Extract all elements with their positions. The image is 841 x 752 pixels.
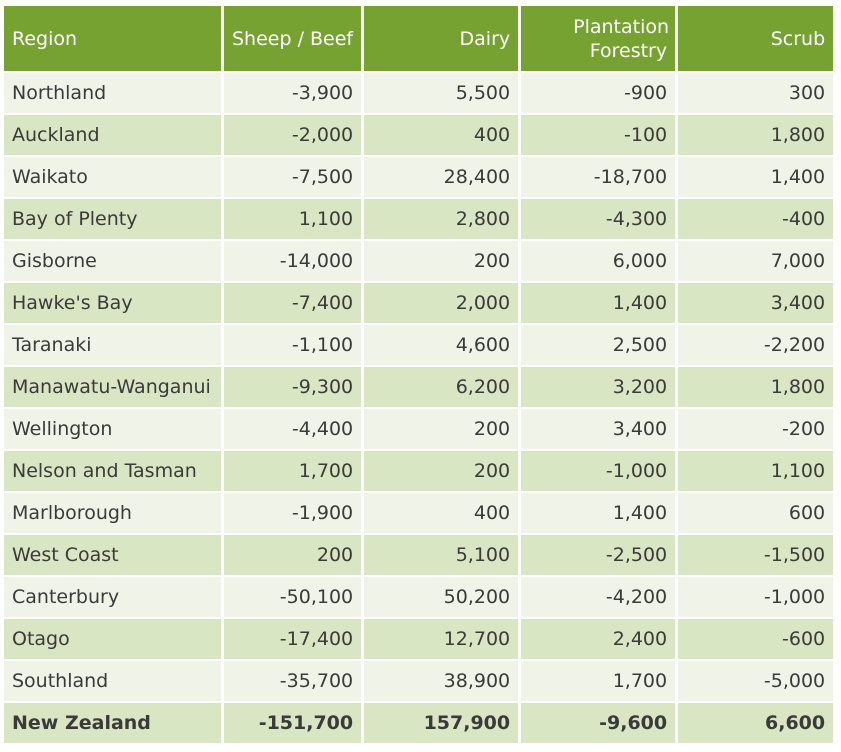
cell-dairy: 5,100 xyxy=(364,535,518,575)
cell-region: Bay of Plenty xyxy=(4,199,221,239)
table-row xyxy=(4,241,833,281)
cell-sheep-beef: -1,900 xyxy=(224,493,361,533)
cell-dairy: 2,000 xyxy=(364,283,518,323)
cell-plantation-forestry: -18,700 xyxy=(521,157,675,197)
cell-scrub: 7,000 xyxy=(678,241,833,281)
total-region: New Zealand xyxy=(4,703,221,743)
cell-plantation-forestry: -4,300 xyxy=(521,199,675,239)
table-row xyxy=(4,619,833,659)
total-plantation-forestry: -9,600 xyxy=(521,703,675,743)
cell-plantation-forestry: -100 xyxy=(521,115,675,155)
cell-sheep-beef: -4,400 xyxy=(224,409,361,449)
cell-region: Hawke's Bay xyxy=(4,283,221,323)
cell-sheep-beef: 1,100 xyxy=(224,199,361,239)
cell-scrub: -2,200 xyxy=(678,325,833,365)
cell-dairy: 200 xyxy=(364,451,518,491)
header-plantation-forestry xyxy=(521,6,675,71)
table-row xyxy=(4,283,833,323)
cell-dairy: 2,800 xyxy=(364,199,518,239)
table-row xyxy=(4,451,833,491)
cell-scrub: 600 xyxy=(678,493,833,533)
cell-scrub: -200 xyxy=(678,409,833,449)
cell-sheep-beef: 1,700 xyxy=(224,451,361,491)
table-row xyxy=(4,199,833,239)
cell-region: Manawatu-Wanganui xyxy=(4,367,221,407)
cell-dairy: 6,200 xyxy=(364,367,518,407)
table-row xyxy=(4,493,833,533)
cell-dairy: 50,200 xyxy=(364,577,518,617)
total-sheep-beef: -151,700 xyxy=(224,703,361,743)
cell-dairy: 28,400 xyxy=(364,157,518,197)
cell-scrub: 1,800 xyxy=(678,367,833,407)
cell-region: West Coast xyxy=(4,535,221,575)
cell-sheep-beef: -3,900 xyxy=(224,73,361,113)
header-scrub: Scrub xyxy=(678,6,833,71)
cell-scrub: 3,400 xyxy=(678,283,833,323)
cell-plantation-forestry: -2,500 xyxy=(521,535,675,575)
cell-sheep-beef: -9,300 xyxy=(224,367,361,407)
cell-region: Gisborne xyxy=(4,241,221,281)
cell-region: Otago xyxy=(4,619,221,659)
cell-region: Taranaki xyxy=(4,325,221,365)
cell-scrub: 1,800 xyxy=(678,115,833,155)
cell-sheep-beef: -2,000 xyxy=(224,115,361,155)
cell-sheep-beef: -14,000 xyxy=(224,241,361,281)
cell-dairy: 400 xyxy=(364,115,518,155)
cell-scrub: -400 xyxy=(678,199,833,239)
cell-plantation-forestry: -4,200 xyxy=(521,577,675,617)
table-row xyxy=(4,661,833,701)
cell-dairy: 200 xyxy=(364,241,518,281)
cell-sheep-beef: 200 xyxy=(224,535,361,575)
cell-plantation-forestry: 2,500 xyxy=(521,325,675,365)
cell-plantation-forestry: 3,200 xyxy=(521,367,675,407)
cell-plantation-forestry: -1,000 xyxy=(521,451,675,491)
cell-dairy: 4,600 xyxy=(364,325,518,365)
cell-scrub: -600 xyxy=(678,619,833,659)
table-row xyxy=(4,157,833,197)
cell-sheep-beef: -35,700 xyxy=(224,661,361,701)
total-row xyxy=(4,703,833,743)
cell-sheep-beef: -7,400 xyxy=(224,283,361,323)
cell-sheep-beef: -17,400 xyxy=(224,619,361,659)
table-row xyxy=(4,535,833,575)
cell-scrub: 1,400 xyxy=(678,157,833,197)
cell-dairy: 38,900 xyxy=(364,661,518,701)
cell-region: Nelson and Tasman xyxy=(4,451,221,491)
table-row xyxy=(4,115,833,155)
cell-dairy: 200 xyxy=(364,409,518,449)
header-region: Region xyxy=(4,6,221,71)
header-row xyxy=(4,6,833,71)
cell-plantation-forestry: 1,400 xyxy=(521,493,675,533)
cell-scrub: -5,000 xyxy=(678,661,833,701)
cell-region: Auckland xyxy=(4,115,221,155)
header-dairy: Dairy xyxy=(364,6,518,71)
cell-dairy: 5,500 xyxy=(364,73,518,113)
cell-scrub: 1,100 xyxy=(678,451,833,491)
cell-plantation-forestry: 6,000 xyxy=(521,241,675,281)
table-row xyxy=(4,325,833,365)
cell-sheep-beef: -50,100 xyxy=(224,577,361,617)
total-scrub: 6,600 xyxy=(678,703,833,743)
cell-plantation-forestry: 1,400 xyxy=(521,283,675,323)
cell-plantation-forestry: -900 xyxy=(521,73,675,113)
cell-scrub: -1,000 xyxy=(678,577,833,617)
total-dairy: 157,900 xyxy=(364,703,518,743)
cell-scrub: 300 xyxy=(678,73,833,113)
cell-plantation-forestry: 2,400 xyxy=(521,619,675,659)
land-use-change-table-container xyxy=(4,6,836,745)
cell-region: Wellington xyxy=(4,409,221,449)
cell-dairy: 12,700 xyxy=(364,619,518,659)
cell-sheep-beef: -7,500 xyxy=(224,157,361,197)
cell-region: Waikato xyxy=(4,157,221,197)
cell-plantation-forestry: 1,700 xyxy=(521,661,675,701)
cell-dairy: 400 xyxy=(364,493,518,533)
table-row xyxy=(4,409,833,449)
cell-region: Canterbury xyxy=(4,577,221,617)
header-plantation-forestry-label: Plantation Forestry xyxy=(573,15,670,62)
table-row xyxy=(4,577,833,617)
cell-plantation-forestry: 3,400 xyxy=(521,409,675,449)
cell-region: Southland xyxy=(4,661,221,701)
cell-region: Northland xyxy=(4,73,221,113)
cell-scrub: -1,500 xyxy=(678,535,833,575)
cell-region: Marlborough xyxy=(4,493,221,533)
land-use-change-table xyxy=(1,4,836,745)
table-body xyxy=(4,73,833,743)
header-sheep-beef: Sheep / Beef xyxy=(224,6,361,71)
table-row xyxy=(4,367,833,407)
table-header xyxy=(4,6,833,71)
table-row xyxy=(4,73,833,113)
cell-sheep-beef: -1,100 xyxy=(224,325,361,365)
